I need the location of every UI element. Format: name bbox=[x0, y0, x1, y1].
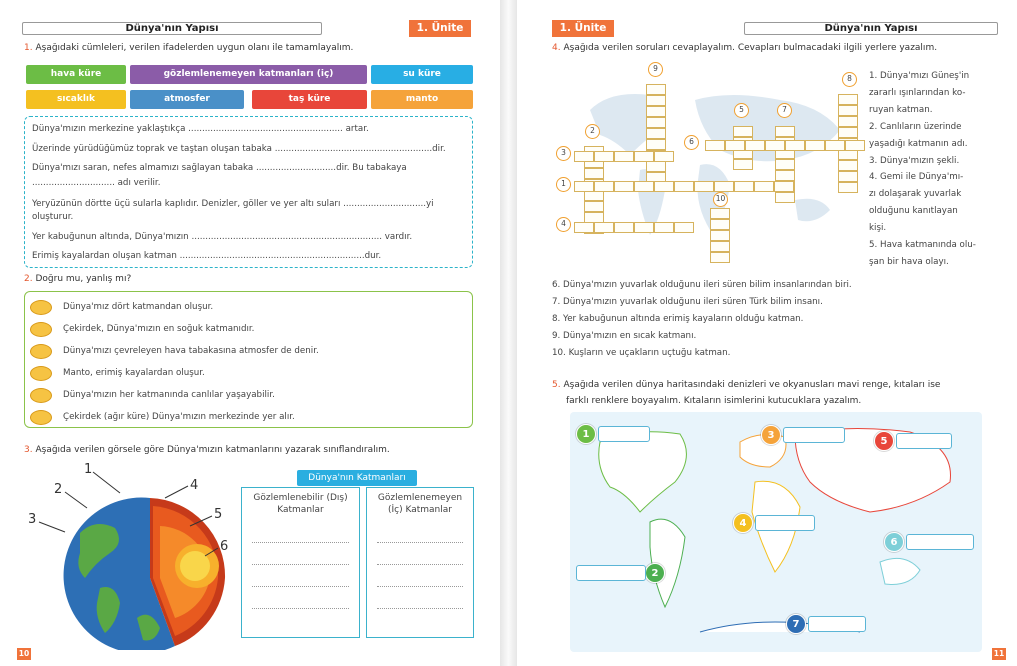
crossword-cell[interactable] bbox=[705, 140, 725, 151]
tf-text: Dünya'mızın her katmanında canlılar yaşayabilir. bbox=[63, 390, 275, 400]
chip-atmosfer[interactable]: atmosfer bbox=[130, 90, 244, 109]
q4-bottom-clues bbox=[552, 277, 1002, 362]
crossword-cell[interactable] bbox=[774, 181, 794, 192]
crossword-cell[interactable] bbox=[710, 230, 730, 241]
crossword-cell[interactable] bbox=[654, 151, 674, 162]
crossword-cell[interactable] bbox=[574, 151, 594, 162]
right-page-number: 11 bbox=[993, 649, 1005, 658]
crossword-cell[interactable] bbox=[646, 139, 666, 150]
crossword-cell[interactable] bbox=[614, 222, 634, 233]
crossword-cell[interactable] bbox=[594, 151, 614, 162]
q2-text: Doğru mu, yanlış mı? bbox=[35, 274, 132, 284]
crossword-marker-10: 10 bbox=[713, 192, 728, 207]
crossword-cell[interactable] bbox=[646, 128, 666, 139]
map-answer-box-4[interactable] bbox=[755, 515, 815, 531]
crossword-cell[interactable] bbox=[775, 126, 795, 137]
q1-line-7: Yer kabuğunun altında, Dünya'mızın ..................................................................... vardır. bbox=[32, 232, 413, 242]
crossword-cell[interactable] bbox=[654, 222, 674, 233]
crossword-marker-7: 7 bbox=[777, 103, 792, 118]
layer-number-2: 2 bbox=[54, 482, 63, 497]
crossword-cell[interactable] bbox=[838, 127, 858, 138]
answer-line[interactable] bbox=[252, 542, 349, 543]
q1-line-5: Yeryüzünün dörtte üçü sularla kaplıdır. Denizler, göller ve yer altı suları ..............................yi bbox=[32, 199, 434, 209]
q1-line-6: oluşturur. bbox=[32, 212, 74, 222]
crossword-cell[interactable] bbox=[646, 95, 666, 106]
crossword-marker-3: 3 bbox=[556, 146, 571, 161]
q4-number: 4. bbox=[552, 43, 561, 53]
book-gutter bbox=[500, 0, 517, 666]
crossword-marker-4: 4 bbox=[556, 217, 571, 232]
crossword-cell[interactable] bbox=[646, 106, 666, 117]
crossword-cell[interactable] bbox=[674, 222, 694, 233]
crossword-cell[interactable] bbox=[725, 140, 745, 151]
crossword-marker-8: 8 bbox=[842, 72, 857, 87]
crossword-cell[interactable] bbox=[825, 140, 845, 151]
col-observable-header: Gözlemlenebilir (Dış) Katmanlar bbox=[253, 493, 348, 515]
clue-line: 7. Dünya'mızın yuvarlak olduğunu ileri süren Türk bilim insanı. bbox=[552, 296, 823, 307]
q5-question-line2: farklı renklere boyayalım. Kıtaların isimlerini kutucuklara yazalım. bbox=[566, 396, 862, 406]
right-unit-label: 1. Ünite bbox=[552, 20, 614, 37]
q4-question bbox=[552, 43, 937, 53]
layer-number-4: 4 bbox=[190, 478, 199, 493]
crossword-cell[interactable] bbox=[614, 151, 634, 162]
crossword-marker-9: 9 bbox=[648, 62, 663, 77]
map-marker-5: 5 bbox=[874, 431, 894, 451]
chip-manto[interactable]: manto bbox=[371, 90, 473, 109]
crossword-cell[interactable] bbox=[805, 140, 825, 151]
crossword-cell[interactable] bbox=[710, 241, 730, 252]
unobservable-layers-column bbox=[366, 487, 474, 638]
chip-hava-kure[interactable]: hava küre bbox=[26, 65, 126, 84]
tf-item-4 bbox=[30, 366, 460, 382]
clue-line: 5. Hava katmanında olu- bbox=[869, 240, 976, 251]
answer-line[interactable] bbox=[377, 608, 463, 609]
q1-line-3: Dünya'mızı saran, nefes almamızı sağlayan tabaka .............................dir. Bu tabakaya bbox=[32, 163, 407, 173]
crossword-cell[interactable] bbox=[594, 181, 614, 192]
q1-sentences-box bbox=[24, 116, 473, 268]
crossword-cell[interactable] bbox=[594, 222, 614, 233]
crossword-marker-6: 6 bbox=[684, 135, 699, 150]
map-marker-7: 7 bbox=[786, 614, 806, 634]
answer-line[interactable] bbox=[252, 564, 349, 565]
tf-item-3 bbox=[30, 344, 460, 360]
answer-oval[interactable] bbox=[30, 344, 52, 359]
crossword-cell[interactable] bbox=[710, 252, 730, 263]
crossword-cell[interactable] bbox=[838, 116, 858, 127]
crossword-cell[interactable] bbox=[838, 182, 858, 193]
crossword-cell[interactable] bbox=[710, 219, 730, 230]
clue-line: kişi. bbox=[869, 223, 887, 234]
clue-line: olduğunu kanıtlayan bbox=[869, 206, 958, 217]
q5-text1: Aşağıda verilen dünya haritasındaki denizleri ve okyanusları mavi renge, kıtaları ise bbox=[563, 380, 941, 390]
tf-item-5 bbox=[30, 388, 460, 404]
tf-text: Çekirdek, Dünya'mızın en soğuk katmanıdır. bbox=[63, 324, 255, 334]
left-page-number: 10 bbox=[18, 649, 30, 658]
crossword-cell[interactable] bbox=[714, 181, 734, 192]
clue-line: yaşadığı katmanın adı. bbox=[869, 138, 968, 149]
map-answer-box-3[interactable] bbox=[783, 427, 845, 443]
q3-question bbox=[24, 445, 390, 455]
answer-oval[interactable] bbox=[30, 366, 52, 381]
layer-number-5: 5 bbox=[214, 507, 223, 522]
q1-line-8: Erimiş kayalardan oluşan katman ...................................................................dur. bbox=[32, 251, 382, 261]
observable-layers-column bbox=[241, 487, 360, 638]
clue-line: 3. Dünya'mızın şekli. bbox=[869, 155, 960, 166]
q1-line-2: Üzerinde yürüdüğümüz toprak ve taştan oluşan tabaka .........................................................dir. bbox=[32, 144, 446, 154]
q5-question-line1 bbox=[552, 380, 940, 390]
clue-line: 1. Dünya'mızı Güneş'in bbox=[869, 71, 970, 81]
crossword-cell[interactable] bbox=[674, 181, 694, 192]
crossword-cell[interactable] bbox=[845, 140, 865, 151]
answer-line[interactable] bbox=[377, 542, 463, 543]
crossword-cell[interactable] bbox=[574, 222, 594, 233]
crossword-cell[interactable] bbox=[654, 181, 674, 192]
tf-text: Dünya'mızı çevreleyen hava tabakasına atmosfer de denir. bbox=[63, 346, 319, 356]
map-answer-box-5[interactable] bbox=[896, 433, 952, 449]
clue-line: zı dolaşarak yuvarlak bbox=[869, 189, 962, 200]
tf-item-2 bbox=[30, 322, 460, 338]
crossword-marker-1: 1 bbox=[556, 177, 571, 192]
q1-line-1: Dünya'mızın merkezine yaklaştıkça ........................................................ artar. bbox=[32, 124, 369, 134]
tf-item-1 bbox=[30, 300, 460, 316]
q1-number: 1. bbox=[24, 43, 33, 53]
crossword-cell[interactable] bbox=[646, 161, 666, 172]
right-header-title: Dünya'nın Yapısı bbox=[744, 22, 998, 35]
clue-line: 4. Gemi ile Dünya'mı- bbox=[869, 172, 964, 183]
answer-line[interactable] bbox=[377, 564, 463, 565]
q1-text: Aşağıdaki cümleleri, verilen ifadelerden uygun olanı ile tamamlayalım. bbox=[35, 43, 354, 53]
crossword-cell[interactable] bbox=[584, 168, 604, 179]
crossword-cell[interactable] bbox=[775, 159, 795, 170]
crossword-cell[interactable] bbox=[745, 140, 765, 151]
q4-text: Aşağıda verilen soruları cevaplayalım. Cevapları bulmacadaki ilgili yerlere yazalım. bbox=[563, 43, 938, 53]
chip-gozlemlenemeyen[interactable]: gözlemlenemeyen katmanları (iç) bbox=[130, 65, 367, 84]
q3-number: 3. bbox=[24, 445, 33, 455]
answer-oval[interactable] bbox=[30, 388, 52, 403]
layer-number-3: 3 bbox=[28, 512, 37, 527]
map-answer-box-1[interactable] bbox=[598, 426, 650, 442]
crossword-cell[interactable] bbox=[646, 84, 666, 95]
tf-text: Çekirdek (ağır küre) Dünya'mızın merkezinde yer alır. bbox=[63, 412, 295, 422]
clue-line: 2. Canlıların üzerinde bbox=[869, 121, 962, 132]
map-marker-2: 2 bbox=[645, 563, 665, 583]
left-header-title: Dünya'nın Yapısı bbox=[22, 22, 322, 35]
crossword-cell[interactable] bbox=[733, 159, 753, 170]
q1-line-4: .............................. adı verilir. bbox=[32, 178, 161, 188]
q4-side-clues bbox=[869, 68, 999, 271]
map-answer-box-2[interactable] bbox=[576, 565, 646, 581]
clue-line: ruyan katman. bbox=[869, 104, 933, 115]
q3-text: Aşağıda verilen görsele göre Dünya'mızın katmanlarını yazarak sınıflandıralım. bbox=[35, 445, 390, 455]
answer-line[interactable] bbox=[252, 608, 349, 609]
crossword-marker-2: 2 bbox=[585, 124, 600, 139]
map-answer-box-6[interactable] bbox=[906, 534, 974, 550]
q1-question bbox=[24, 43, 353, 53]
tf-text: Manto, erimiş kayalardan oluşur. bbox=[63, 368, 205, 378]
clue-line: 9. Dünya'mızın en sıcak katmanı. bbox=[552, 330, 697, 341]
crossword-cell[interactable] bbox=[775, 170, 795, 181]
map-marker-3: 3 bbox=[761, 425, 781, 445]
crossword-cell[interactable] bbox=[838, 94, 858, 105]
layer-number-1: 1 bbox=[84, 462, 93, 477]
clue-line: zararlı ışınlarından ko- bbox=[869, 87, 966, 98]
crossword-cell[interactable] bbox=[765, 140, 785, 151]
answer-oval[interactable] bbox=[30, 410, 52, 425]
map-marker-4: 4 bbox=[733, 513, 753, 533]
crossword-cell[interactable] bbox=[838, 160, 858, 171]
q2-question bbox=[24, 274, 131, 284]
chip-tas-kure[interactable]: taş küre bbox=[252, 90, 367, 109]
crossword-marker-5: 5 bbox=[734, 103, 749, 118]
crossword-cell[interactable] bbox=[634, 181, 654, 192]
answer-oval[interactable] bbox=[30, 322, 52, 337]
answer-line[interactable] bbox=[377, 586, 463, 587]
crossword-cell[interactable] bbox=[785, 140, 805, 151]
crossword-cell[interactable] bbox=[775, 192, 795, 203]
crossword-cell[interactable] bbox=[584, 201, 604, 212]
map-marker-1: 1 bbox=[576, 424, 596, 444]
layers-table-title: Dünya'nın Katmanları bbox=[297, 470, 417, 486]
crossword-cell[interactable] bbox=[694, 181, 714, 192]
crossword-cell[interactable] bbox=[634, 151, 654, 162]
crossword-cell[interactable] bbox=[646, 117, 666, 128]
crossword-cell[interactable] bbox=[838, 171, 858, 182]
crossword-cell[interactable] bbox=[733, 126, 753, 137]
chip-su-kure[interactable]: su küre bbox=[371, 65, 473, 84]
crossword-cell[interactable] bbox=[614, 181, 634, 192]
clue-line: 6. Dünya'mızın yuvarlak olduğunu ileri süren bilim insanlarından biri. bbox=[552, 280, 852, 290]
crossword-cell[interactable] bbox=[634, 222, 654, 233]
tf-text: Dünya'mız dört katmandan oluşur. bbox=[63, 302, 214, 312]
tf-item-6 bbox=[30, 410, 460, 426]
clue-line: şan bir hava olayı. bbox=[869, 256, 949, 267]
crossword-cell[interactable] bbox=[574, 181, 594, 192]
q2-number: 2. bbox=[24, 274, 33, 284]
crossword-cell[interactable] bbox=[754, 181, 774, 192]
answer-line[interactable] bbox=[252, 586, 349, 587]
crossword-cell[interactable] bbox=[838, 105, 858, 116]
q5-number: 5. bbox=[552, 380, 561, 390]
layer-number-6: 6 bbox=[220, 539, 229, 554]
map-answer-box-7[interactable] bbox=[808, 616, 866, 632]
crossword-cell[interactable] bbox=[734, 181, 754, 192]
crossword-cell[interactable] bbox=[710, 208, 730, 219]
left-unit-label: 1. Ünite bbox=[409, 20, 471, 37]
clue-line: 8. Yer kabuğunun altında erimiş kayaların olduğu katman. bbox=[552, 313, 804, 324]
chip-sicaklik[interactable]: sıcaklık bbox=[26, 90, 126, 109]
col-unobservable-header: Gözlemlenemeyen (İç) Katmanlar bbox=[377, 493, 463, 515]
map-marker-6: 6 bbox=[884, 532, 904, 552]
clue-line: 10. Kuşların ve uçakların uçtuğu katman. bbox=[552, 347, 731, 358]
answer-oval[interactable] bbox=[30, 300, 52, 315]
